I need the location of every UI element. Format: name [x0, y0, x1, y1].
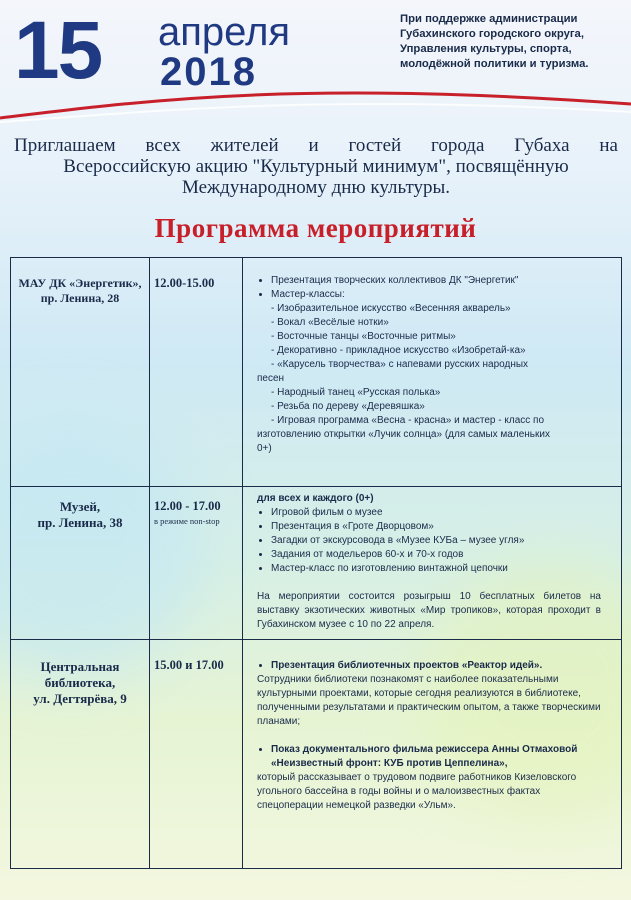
time: 12.00 - 17.00 в режиме non-stop [154, 499, 221, 526]
event-description: для всех и каждого (0+) • Игровой фильм о музее • Презентация в «Гроте Дворцовом» • Загадки от экскурсовода в «Музее КУБа – музее угля» • Задания от модельеров 60-х и 70-х годов • Мастер-класс по изготовлению винтажной цепочки На мероприятии состоится розыгрыш 10 бесплатных билетов на выставку экзотических животных «Мир тропиков», которая проходит в Губахинском музее с 10 по 22 апреля. [243, 487, 621, 632]
venue: Центральная библиотека, ул. Дегтярёва, 9 [33, 659, 127, 706]
table-row [11, 640, 622, 869]
time: 15.00 и 17.00 [154, 658, 224, 672]
header-swoosh [0, 70, 631, 135]
date-day: 15 [14, 5, 102, 96]
event-description: • Презентация библиотечных проектов «Реактор идей». Сотрудники библиотеки познакомят с наиболее показательными культурными проектами, которые сегодня реализуются в библиотеке, полученными результатами и практическим опытом, а также творческими планами; • Показ документального фильма режиссера Анны Отмаховой «Неизвестный фронт: КУБ против Цеппелина», который рассказывает о трудовом подвиге работников Кизеловского угольного бассейна в годы войны и о малоизвестных фактах спецоперации немецкой разведки «Ульм». [243, 640, 621, 813]
support-text: При поддержке администрации Губахинского городского округа, Управления культуры, спорта, молодёжной политики и туризма. [400, 13, 589, 70]
invitation-text: Приглашаем всех жителей и гостей города Губаха на Всероссийскую акцию "Культурный минимум", посвящённую Международному дню культуры. [14, 135, 618, 198]
table-row [11, 487, 622, 640]
date-month: апреля [158, 10, 291, 54]
program-title: Программа мероприятий [154, 213, 477, 243]
table-row [11, 258, 622, 487]
date-year: 2018 [160, 50, 257, 94]
event-description: • Презентация творческих коллективов ДК "Энергетик" • Мастер-классы: - Изобразительное искусство «Весенняя акварель» - Вокал «Весёлые нотки» - Восточные танцы «Восточные ритмы» - Декоративно - прикладное искусство «Изобретай-ка» - «Карусель творчества» с напевами русских народных песен - Народный танец «Русская полька» - Резьба по дереву «Деревяшка» - Игровая программа «Весна - красна» и мастер - класс по изготовлению открытки «Лучик солнца» (для самых маленьких 0+) [243, 258, 621, 456]
time: 12.00-15.00 [154, 276, 215, 290]
venue: МАУ ДК «Энергетик», пр. Ленина, 28 [18, 276, 142, 305]
venue: Музей, пр. Ленина, 38 [37, 499, 123, 530]
program-table [10, 257, 622, 869]
